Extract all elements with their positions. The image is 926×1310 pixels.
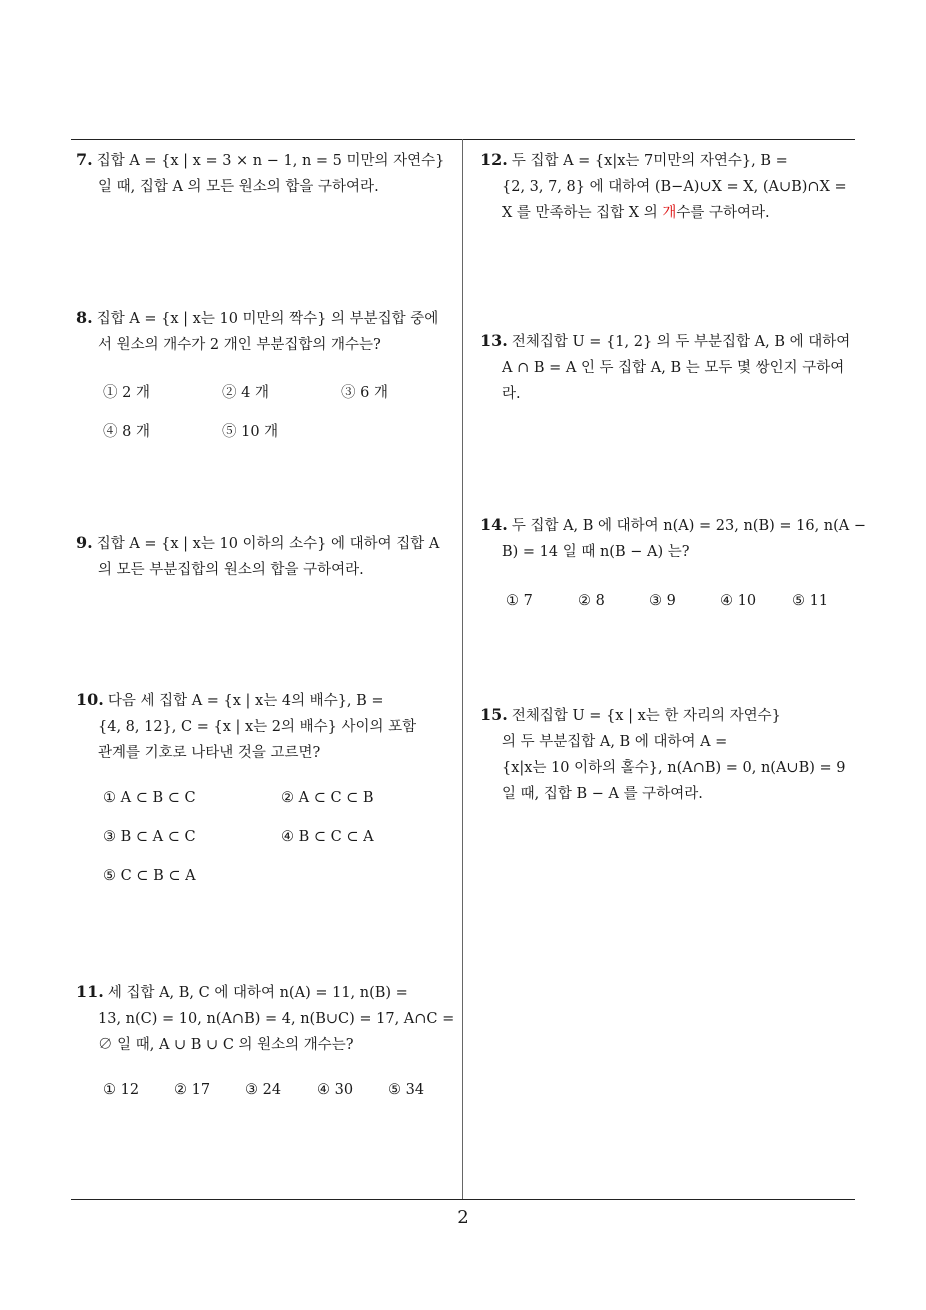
question-text: 서 원소의 개수가 2 개인 부분집합의 개수는? [98,337,381,353]
question-number: 7. [76,150,93,169]
question-11 [76,979,456,1058]
question-number: 14. [480,515,508,534]
question-number: 11. [76,982,104,1001]
question-text: 전체집합 U = {x | x는 한 자리의 자연수} [511,708,781,724]
page-number: 2 [457,1207,469,1228]
choice-3[interactable]: ③ 24 [245,1082,282,1098]
choice-2[interactable]: ② 17 [174,1082,211,1098]
choice-1[interactable]: ① 12 [103,1082,140,1098]
question-7 [76,147,456,200]
choice-2[interactable]: ② 4 개 [222,385,269,401]
question-12 [480,147,860,226]
question-text: B) = 14 일 때 n(B − A) 는? [502,544,690,560]
choice-2[interactable]: ② A ⊂ C ⊂ B [281,790,374,806]
question-text: 집합 A = {x | x는 10 미만의 짝수} 의 부분집합 중에 [96,311,439,327]
question-text: {2, 3, 7, 8} 에 대하여 (B−A)∪X = X, (A∪B)∩X = [502,179,847,195]
question-text: 세 집합 A, B, C 에 대하여 n(A) = 11, n(B) = [107,985,408,1001]
question-text: 다음 세 집합 A = {x | x는 4의 배수}, B = [107,693,384,709]
question-text: A ∩ B = A 인 두 집합 A, B 는 모두 몇 쌍인지 구하여 [502,360,845,376]
question-text: 의 두 부분집합 A, B 에 대하여 A = [502,734,728,750]
choice-5[interactable]: ⑤ 34 [388,1082,425,1098]
choice-3[interactable]: ③ 9 [649,593,676,609]
choice-4[interactable]: ④ 8 개 [103,424,150,440]
question-number: 13. [480,331,508,350]
choice-1[interactable]: ① 2 개 [103,385,150,401]
question-text: 13, n(C) = 10, n(A∩B) = 4, n(B∪C) = 17, A∩C = [98,1011,455,1027]
question-number: 9. [76,533,93,552]
question-10 [76,687,456,766]
question-text: 라. [502,386,521,402]
choice-1[interactable]: ① 7 [506,593,533,609]
question-text: 전체집합 U = {1, 2} 의 두 부분집합 A, B 에 대하여 [511,334,851,350]
question-text: 두 집합 A = {x|x는 7미만의 자연수}, B = [511,153,788,169]
question-text: {4, 8, 12}, C = {x | x는 2의 배수} 사이의 포함 [98,719,417,735]
question-text: 두 집합 A, B 에 대하여 n(A) = 23, n(B) = 16, n(A − [511,518,867,534]
choice-5[interactable]: ⑤ 10 개 [222,424,279,440]
question-9 [76,530,456,583]
question-number: 8. [76,308,93,327]
question-text: 집합 A = {x | x = 3 × n − 1, n = 5 미만의 자연수} [96,153,445,169]
question-text: X 를 만족하는 집합 X 의 [502,205,663,221]
choice-1[interactable]: ① A ⊂ B ⊂ C [103,790,196,806]
question-text: 집합 A = {x | x는 10 이하의 소수} 에 대하여 집합 A [96,536,440,552]
question-text: ∅ 일 때, A ∪ B ∪ C 의 원소의 개수는? [98,1037,354,1053]
question-text: 수를 구하여라. [676,205,770,221]
choice-5[interactable]: ⑤ 11 [792,593,829,609]
question-text: 관계를 기호로 나타낸 것을 고르면? [98,745,321,761]
column-divider [462,139,463,1199]
question-number: 15. [480,705,508,724]
highlighted-text: 개 [662,205,677,221]
choice-4[interactable]: ④ 30 [317,1082,354,1098]
choice-4[interactable]: ④ B ⊂ C ⊂ A [281,829,374,845]
question-text: 일 때, 집합 B − A 를 구하여라. [502,786,703,802]
choice-3[interactable]: ③ B ⊂ A ⊂ C [103,829,196,845]
top-rule [71,139,855,140]
question-13 [480,328,860,407]
question-text: {x|x는 10 이하의 홀수}, n(A∩B) = 0, n(A∪B) = 9 [502,760,846,776]
question-text: 일 때, 집합 A 의 모든 원소의 합을 구하여라. [98,179,379,195]
choice-4[interactable]: ④ 10 [720,593,757,609]
choice-2[interactable]: ② 8 [578,593,605,609]
question-number: 10. [76,690,104,709]
question-number: 12. [480,150,508,169]
question-text: 의 모든 부분집합의 원소의 합을 구하여라. [98,562,364,578]
question-8 [76,305,456,358]
choice-3[interactable]: ③ 6 개 [341,385,388,401]
choice-5[interactable]: ⑤ C ⊂ B ⊂ A [103,868,196,884]
bottom-rule [71,1199,855,1200]
question-14 [480,512,867,565]
question-15 [480,702,860,807]
